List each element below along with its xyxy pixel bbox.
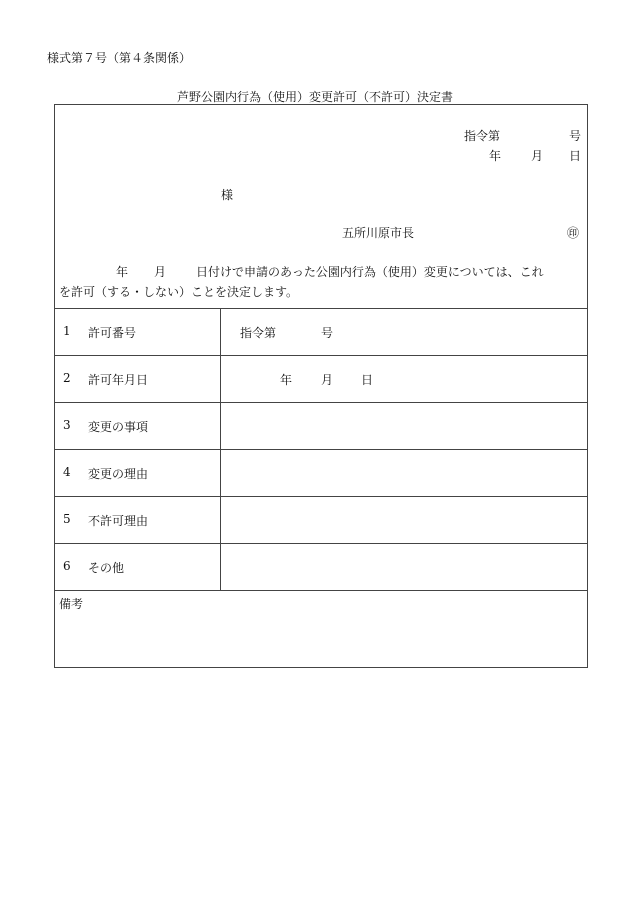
addressee-suffix: 様 <box>221 188 234 202</box>
change-matter-value <box>221 402 587 449</box>
row-label: 許可番号 <box>88 326 137 340</box>
permit-suffix: 号 <box>321 326 334 340</box>
other-value <box>221 543 587 590</box>
seal-mark: ㊞ <box>567 226 580 240</box>
permit-date-month: 月 <box>321 373 334 387</box>
permit-date-value <box>221 355 587 402</box>
body-text-line1: 日付けで申請のあった公園内行為（使用）変更については、これ <box>196 265 544 279</box>
form-number: 様式第７号（第４条関係） <box>47 51 192 65</box>
form-header <box>55 105 587 309</box>
directive-suffix: 号 <box>569 129 582 143</box>
notes-label: 備考 <box>59 597 84 611</box>
row-change-reason <box>55 449 587 497</box>
row-number: 4 <box>63 465 71 479</box>
row-number: 2 <box>63 371 71 385</box>
permit-number-value <box>221 308 587 355</box>
row-number: 6 <box>63 559 71 573</box>
row-label: 変更の事項 <box>88 420 149 434</box>
row-number: 3 <box>63 418 71 432</box>
date-day: 日 <box>569 149 582 163</box>
document-title: 芦野公園内行為（使用）変更許可（不許可）決定書 <box>176 90 453 104</box>
permit-prefix: 指令第 <box>240 326 277 340</box>
row-rejection-reason <box>55 496 587 544</box>
decision-form <box>54 104 588 668</box>
row-label: 変更の理由 <box>88 467 149 481</box>
change-reason-value <box>221 449 587 496</box>
body-text-line2: を許可（する・しない）ことを決定します。 <box>59 285 299 299</box>
date-year: 年 <box>489 149 502 163</box>
body-year: 年 <box>116 265 129 279</box>
issuer-name: 五所川原市長 <box>342 226 415 240</box>
row-permit-number <box>55 308 587 356</box>
row-label: 許可年月日 <box>88 373 149 387</box>
row-change-matter <box>55 402 587 450</box>
permit-date-year: 年 <box>280 373 293 387</box>
body-month: 月 <box>154 265 167 279</box>
row-label: その他 <box>88 561 125 575</box>
row-other <box>55 543 587 591</box>
row-number: 1 <box>63 324 71 338</box>
rejection-reason-value <box>221 496 587 543</box>
permit-date-day: 日 <box>361 373 374 387</box>
directive-prefix: 指令第 <box>464 129 501 143</box>
row-permit-date <box>55 355 587 403</box>
date-month: 月 <box>531 149 544 163</box>
row-label: 不許可理由 <box>88 514 149 528</box>
row-number: 5 <box>63 512 71 526</box>
